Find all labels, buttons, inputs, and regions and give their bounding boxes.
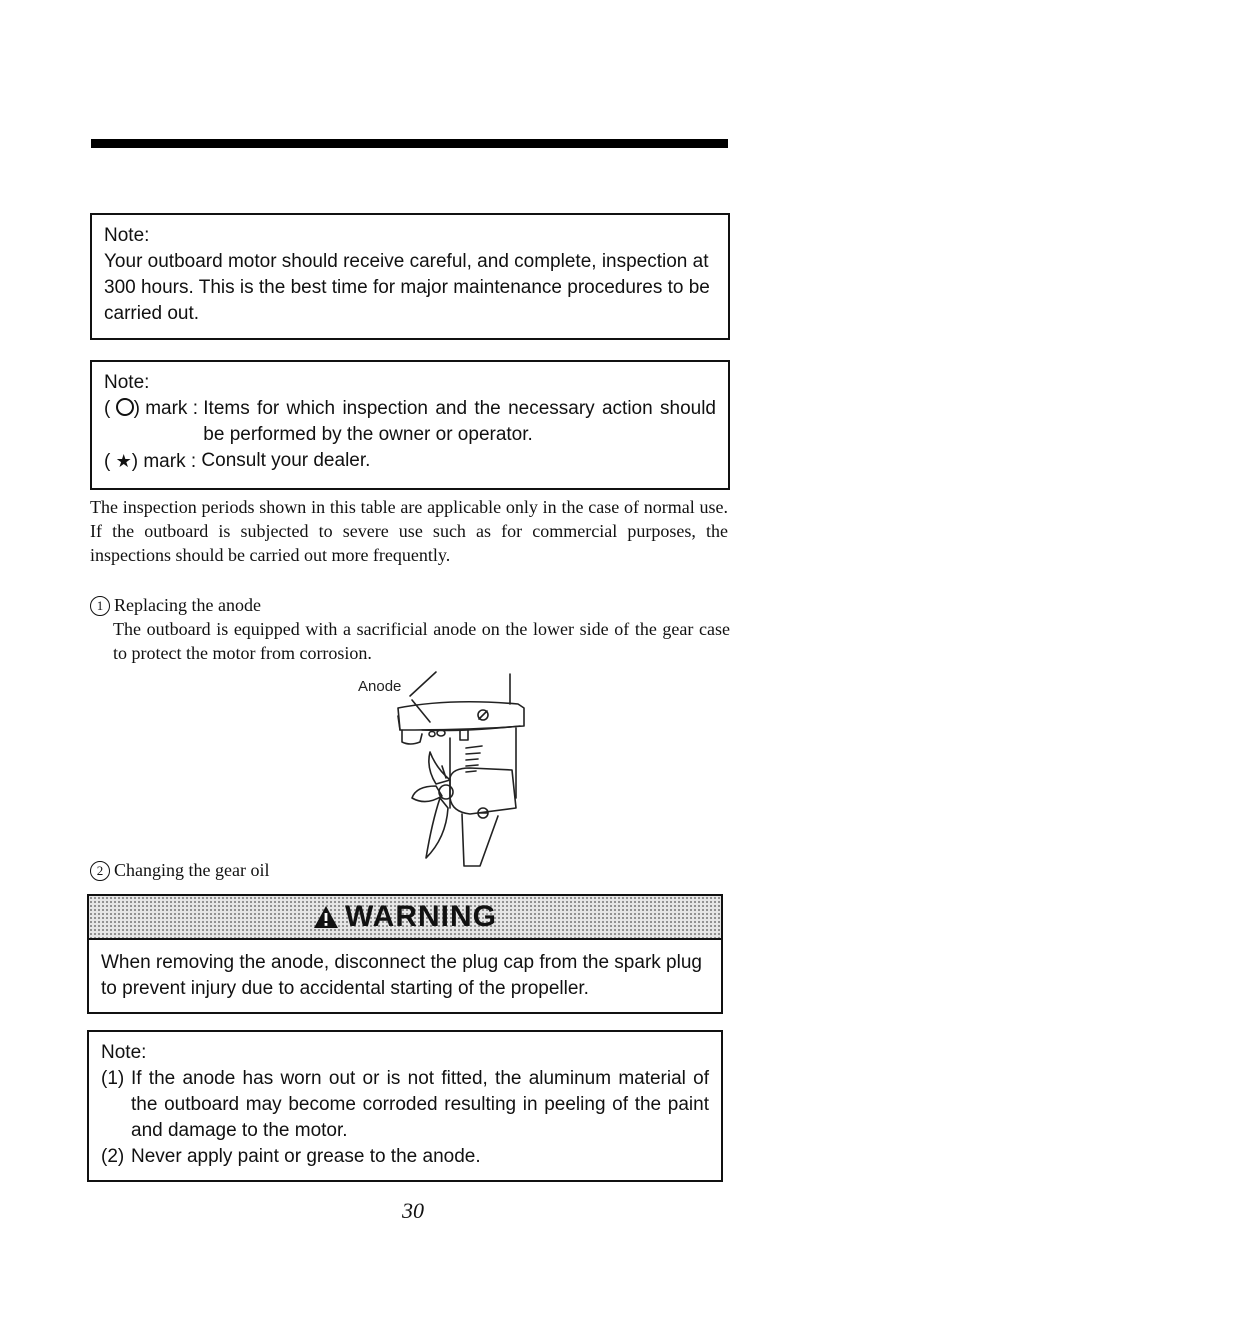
item-number-badge: 2 — [90, 861, 110, 881]
warning-text: When removing the anode, disconnect the plug cap from the spark plug to prevent injury due to accidental starting of the propeller. — [101, 952, 702, 999]
anode-figure — [350, 668, 540, 870]
warning-title: WARNING — [345, 900, 497, 933]
note-label: Note: — [101, 1042, 147, 1063]
page-number: 30 — [402, 1198, 424, 1223]
star-mark-icon: ★ — [115, 451, 132, 471]
header-rule — [91, 139, 728, 148]
star-mark-lead: ) mark : — [131, 451, 202, 472]
star-mark-row: ( ★) mark : Consult your dealer. — [104, 448, 716, 475]
note-text: Your outboard motor should receive careful, and complete, inspection at 300 hours. This is the best time for major maintenance procedures to be carried out. — [104, 251, 710, 324]
list-text: If the anode has worn out or is not fitted, the aluminum material of the outboard may become corroded resulting in peeling of the paint and damage to the motor. — [131, 1068, 709, 1141]
circle-mark-icon — [116, 398, 134, 416]
gearcase-illustration — [350, 668, 540, 870]
item-title: Replacing the anode — [114, 595, 261, 615]
note-label: Note: — [104, 372, 150, 393]
item-title: Changing the gear oil — [114, 860, 270, 880]
warning-triangle-icon — [313, 905, 339, 929]
note-label: Note: — [104, 225, 150, 246]
list-text: Never apply paint or grease to the anode. — [131, 1146, 481, 1167]
inspection-period-paragraph: The inspection periods shown in this table are applicable only in the case of normal use. If the outboard is subjected to severe use such as for commercial purposes, the inspections should be carried out more frequently. — [90, 497, 728, 565]
warning-box — [87, 894, 723, 1014]
list-item — [101, 1066, 709, 1144]
circle-mark-text: Items for which inspection and the necessary action should be performed by the owner or operator. — [203, 398, 716, 445]
item-body: The outboard is equipped with a sacrificial anode on the lower side of the gear case to protect the motor from corrosion. — [113, 619, 730, 663]
item-changing-gear-oil — [90, 858, 269, 882]
list-number: (2) — [101, 1146, 125, 1167]
item-replacing-anode — [90, 593, 730, 665]
note-box-marks-legend — [90, 360, 730, 490]
note-box-inspection-300h — [90, 213, 730, 340]
item-number-badge: 1 — [90, 596, 110, 616]
anode-label: Anode — [358, 678, 402, 695]
circle-mark-row: ( ) mark : Items for which inspection and the necessary action should be performed by the owner or operator. — [104, 396, 716, 448]
circle-mark-lead: ) mark : — [133, 398, 204, 419]
warning-header — [89, 896, 721, 940]
note-box-anode-care — [87, 1030, 723, 1182]
list-number: (1) — [101, 1068, 125, 1089]
list-item — [101, 1144, 709, 1170]
star-mark-text: Consult your dealer. — [201, 450, 371, 471]
